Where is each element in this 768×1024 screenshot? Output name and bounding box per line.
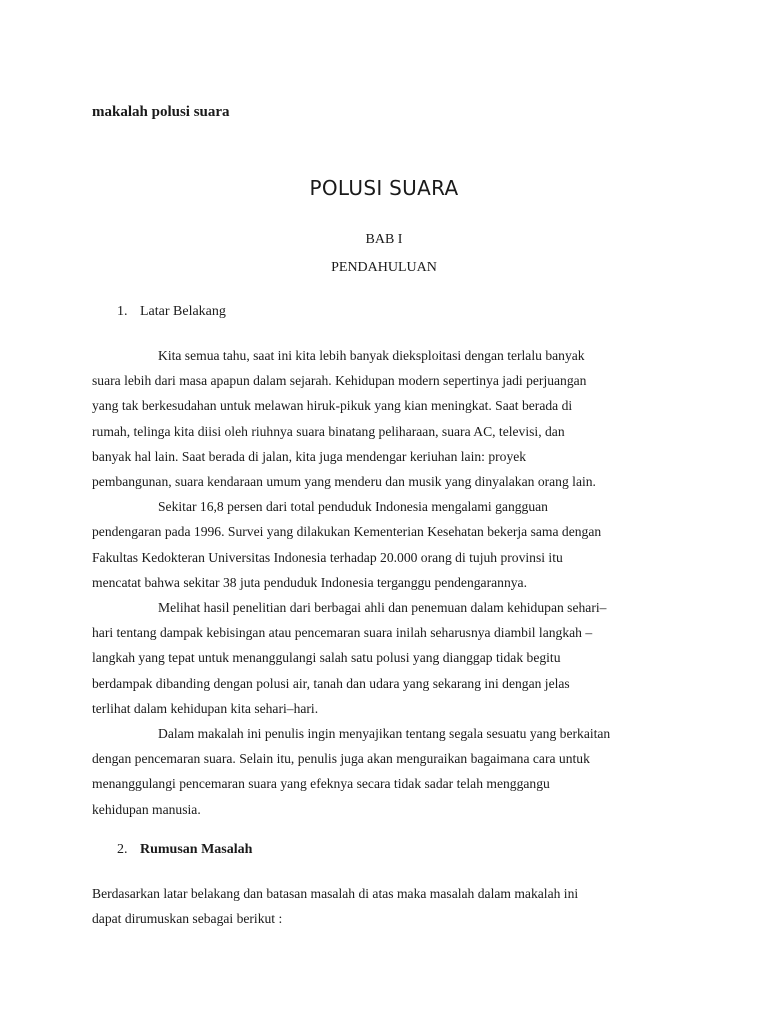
paragraph-line: Fakultas Kedokteran Universitas Indonesia terhadap 20.000 orang di tujuh provinsi itu [92,549,563,565]
paragraph-line: berdampak dibanding dengan polusi air, tanah dan udara yang sekarang ini dengan jelas [92,675,570,691]
section-heading-rumusan-masalah [117,842,252,858]
paragraph-line: menanggulangi pencemaran suara yang efeknya secara tidak sadar telah menggangu [92,776,550,792]
paragraph-line: Berdasarkan latar belakang dan batasan masalah di atas maka masalah dalam makalah ini [92,886,579,901]
chapter-title: PENDAHULUAN [331,260,437,275]
paragraph-line: pendengaran pada 1996. Survei yang dilakukan Kementerian Kesehatan bekerja sama dengan [92,524,602,540]
paragraph-line: dengan pencemaran suara. Selain itu, penulis juga akan menguraikan bagaimana cara untuk [92,751,590,767]
paragraph-line: dapat dirumuskan sebagai berikut : [92,911,283,927]
paragraph-line: langkah yang tepat untuk menanggulangi salah satu polusi yang dianggap tidak begitu [92,650,561,666]
paragraph-line: rumah, telinga kita diisi oleh riuhnya suara binatang peliharaan, suara AC, televisi, dan [92,423,565,439]
paragraph-line: mencatat bahwa sekitar 38 juta penduduk Indonesia terganggu pendengarannya. [92,574,527,590]
problem-statement-paragraph [92,881,676,931]
paragraph-line: Sekitar 16,8 persen dari total penduduk Indonesia mengalami gangguan [158,499,548,515]
chapter-label: BAB I [365,232,403,247]
paragraph-line: hari tentang dampak kebisingan atau pencemaran suara inilah seharusnya diambil langkah – [92,625,593,641]
paragraph-line: banyak hal lain. Saat berada di jalan, kita juga mendengar keriuhan lain: proyek [92,448,527,464]
paragraph-line: Kita semua tahu, saat ini kita lebih banyak dieksploitasi dengan terlalu banyak [158,348,585,363]
section-label: Rumusan Masalah [140,842,253,857]
background-paragraphs [92,343,676,822]
paragraph-line: kehidupan manusia. [92,801,201,817]
paragraph-line: Melihat hasil penelitian dari berbagai ahli dan penemuan dalam kehidupan sehari– [158,600,607,616]
section-number: 2. [117,842,128,857]
section-heading-latar-belakang [117,304,226,320]
paragraph-line: suara lebih dari masa apapun dalam sejarah. Kehidupan modern sepertinya jadi perjuangan [92,373,587,389]
main-heading: POLUSI SUARA [309,176,459,200]
section-label: Latar Belakang [140,304,226,319]
paragraph-line: terlihat dalam kehidupan kita sehari–hari. [92,700,319,716]
paragraph-line: yang tak berkesudahan untuk melawan hiruk-pikuk yang kian meningkat. Saat berada di [92,398,573,414]
paragraph-line: Dalam makalah ini penulis ingin menyajikan tentang segala sesuatu yang berkaitan [158,726,611,742]
paragraph-line: pembangunan, suara kendaraan umum yang menderu dan musik yang dinyalakan orang lain. [92,474,596,490]
section-number: 1. [117,304,128,319]
document-title: makalah polusi suara [92,104,230,120]
